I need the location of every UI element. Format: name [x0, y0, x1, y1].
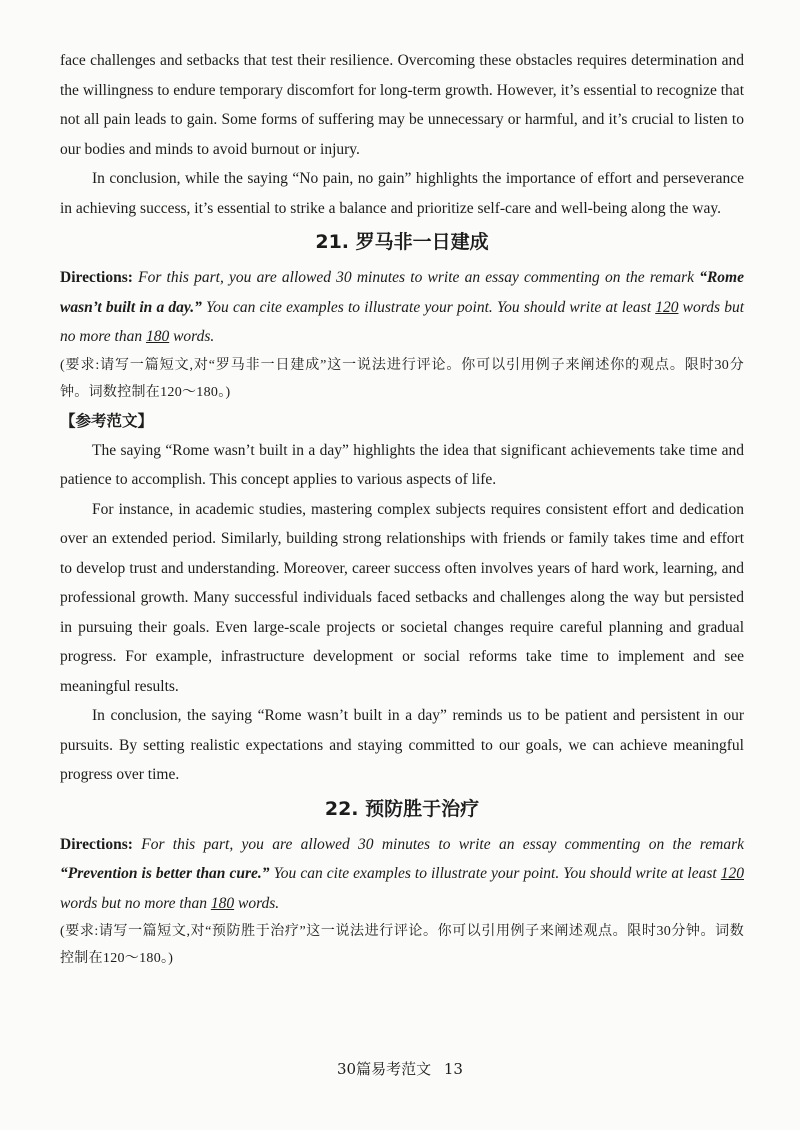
- section-21-heading: 21. 罗马非一日建成: [315, 231, 489, 253]
- section-21-requirement: (要求:请写一篇短文,对“罗马非一日建成”这一说法进行评论。你可以引用例子来阐述你的观点。限时30分钟。词数控制在120～180。): [60, 357, 744, 400]
- section-22-requirement: (要求:请写一篇短文,对“预防胜于治疗”这一说法进行评论。你可以引用例子来阐述观点。限时30分钟。词数控制在120～180。): [60, 924, 744, 966]
- paragraph-continued: face challenges and setbacks that test their resilience. Overcoming these obstacles requires determination and the willingness to endure temporary discomfort for long-term growth. However, it’s essential to recognize that not all pain leads to gain. Some forms of suffering may be unnecessary or harmful, and it’s crucial to listen to our bodies and minds to avoid burnout or injury.: [60, 52, 744, 158]
- page-footer: [0, 1058, 800, 1079]
- essay-paragraph-3: In conclusion, the saying “Rome wasn’t built in a day” reminds us to be patient and persistent in our pursuits. By setting realistic expectations and staying committed to our goals, we can achieve meaningful progress over time.: [60, 707, 744, 783]
- paragraph-conclusion: In conclusion, while the saying “No pain, no gain” highlights the importance of effort and perseverance in achieving success, it’s essential to strike a balance and prioritize self-care and well-being along the way.: [60, 170, 744, 217]
- remark: “Prevention is better than cure.”: [60, 865, 270, 882]
- max-words: 180: [210, 894, 235, 912]
- directions-label: Directions:: [60, 835, 133, 853]
- page-number: 13: [443, 1060, 463, 1078]
- document-page: [60, 46, 744, 972]
- reference-essay-label: 【参考范文】: [60, 411, 154, 430]
- section-22-directions: Directions: For this part, you are allowed 30 minutes to write an essay commenting on the remark “Prevention is better than cure.” You can cite examples to illustrate your point. You should write at least 120 words but no more than 180 words.: [60, 835, 745, 912]
- book-title: 30篇易考范文: [337, 1060, 432, 1078]
- min-words: 120: [655, 298, 679, 316]
- section-21-directions: Directions: For this part, you are allowed 30 minutes to write an essay commenting on the remark “Rome wasn’t built in a day.” You can cite examples to illustrate your point. You should write at least 120 words but no more than 180 words.: [60, 269, 745, 345]
- directions-label: Directions:: [60, 269, 133, 286]
- min-words: 120: [720, 865, 745, 882]
- essay-paragraph-1: The saying “Rome wasn’t built in a day” highlights the idea that significant achievements take time and patience to accomplish. This concept applies to various aspects of life.: [60, 441, 744, 488]
- remark: “Rome wasn’t built in a day.”: [60, 269, 744, 316]
- section-22-heading: 22. 预防胜于治疗: [324, 797, 480, 820]
- essay-paragraph-2: For instance, in academic studies, mastering complex subjects requires consistent effort and dedication over an extended period. Similarly, building strong relationships with friends or family takes time and effort to develop trust and understanding. Moreover, career success often involves years of hard work, learning, and professional growth. Many successful individuals faced setbacks and challenges along the way but persisted in pursuing their goals. Even large-scale projects or societal changes require careful planning and gradual progress. For example, infrastructure development or social reforms take time to implement and see meaningful results.: [60, 500, 744, 695]
- max-words: 180: [145, 328, 170, 345]
